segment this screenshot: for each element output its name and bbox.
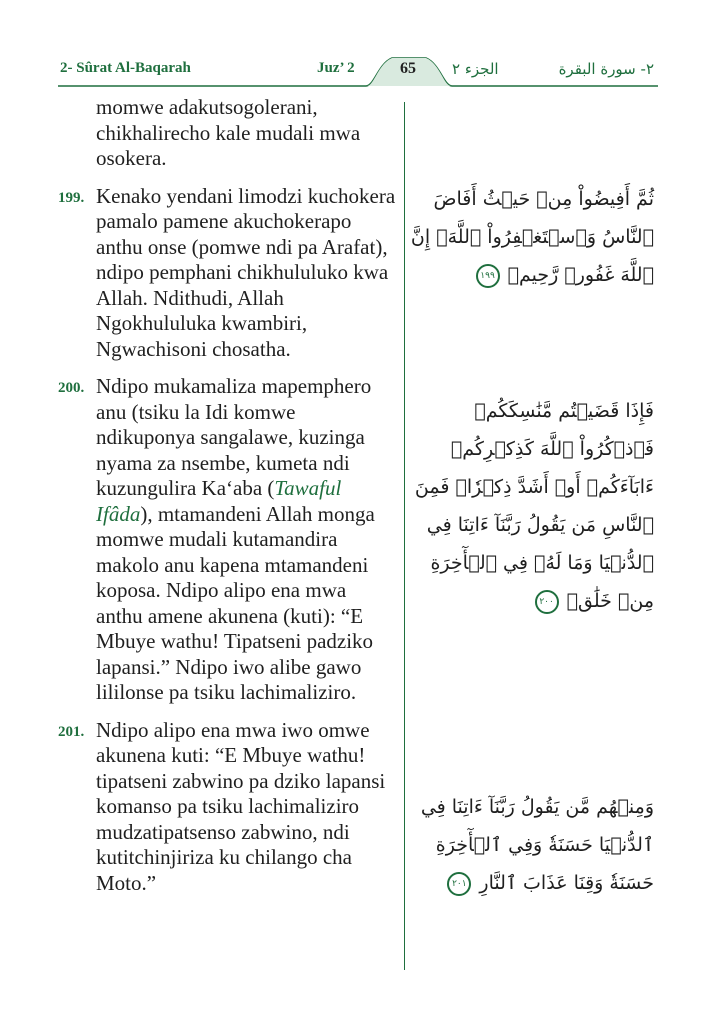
verse-200 [58, 374, 398, 706]
verse-number: 199. [58, 189, 85, 206]
juz-label-arabic: الجزء ٢ [452, 60, 499, 78]
arabic-verse-199 [394, 180, 654, 294]
verse-text-part: Ndipo mukamaliza mapemphero anu (tsiku la Idi komwe ndikuponya sangalawe, kuzinga nyama za nsembe, kumeta ndi kuzungulira Ka‘aba ( [96, 374, 372, 500]
page-header [0, 0, 716, 92]
verse-number: 200. [58, 380, 85, 396]
continuation-text: momwe adakutsogolerani, chikhalirecho kale mudali mwa osokera. [96, 95, 361, 170]
arabic-text: وَمِنۡهُم مَّن يَقُولُ رَبَّنَآ ءَاتِنَا فِي ٱلدُّنۡيَا حَسَنَةٗ وَفِي ٱلۡأٓخِرَةِ حَسَنَةٗ وَقِنَا عَذَابَ ٱلنَّارِ [420, 796, 654, 894]
arabic-verse-200 [394, 392, 654, 620]
verse-text: Kenako yendani limodzi kuchokera pamalo pamene akuchokerapo anthu onse (pomwe ndi pa Arafat), ndipo pemphani chikhululuko kwa Allah. Ndithudi, Allah Ngokhululuka kwambiri, Ngwachisoni chosatha. [96, 183, 396, 361]
term-tawaful-ifada: Tawaful Ifâda [96, 476, 342, 526]
translation-column [58, 95, 398, 908]
verse-199 [58, 184, 398, 363]
verse-text: Ndipo alipo ena mwa iwo omwe akunena kuti: “E Mbuye wathu! tipatseni zabwino pa dziko lapansi komanso pa tsiku lachimaliziro mudzatipatsenso zabwino, ndi kutitchinjiriza ku chilango cha Moto.” [96, 717, 386, 895]
verse-number: 201. [58, 723, 85, 740]
page-number: 65 [400, 60, 416, 77]
verse-201 [58, 718, 398, 897]
aya-end-marker: ٢٠١ [447, 872, 471, 896]
aya-end-marker: ٢٠٠ [535, 590, 559, 614]
verse-text [96, 374, 398, 706]
sura-title-arabic: ٢- سورة البقرة [558, 60, 654, 78]
header-rule [0, 0, 716, 92]
aya-end-marker: ١٩٩ [476, 264, 500, 288]
arabic-verse-201 [394, 788, 654, 902]
verse-text-part: ), mtamandeni Allah monga momwe mudali kutamandira makolo anu kapena mtamandeni koposa. Ndipo alipo ena mwa anthu amene akunena (kuti): “E Mbuye wathu! Tipatseni padziko lapansi.” Ndipo iwo alibe gawo lililonse pa tsiku lachimaliziro. [96, 501, 375, 704]
juz-label-latin: Juz’ 2 [317, 60, 355, 76]
sura-title-latin: 2- Sûrat Al-Baqarah [60, 60, 191, 76]
arabic-text: فَإِذَا قَضَيۡتُم مَّنَٰسِكَكُمۡ فَٱذۡكُرُواْ ٱللَّهَ كَذِكۡرِكُمۡ ءَابَآءَكُمۡ أَوۡ أَشَدَّ ذِكۡرٗاۗ فَمِنَ ٱلنَّاسِ مَن يَقُولُ رَبَّنَآ ءَاتِنَا فِي ٱلدُّنۡيَا وَمَا لَهُۥ فِي ٱلۡأٓخِرَةِ مِنۡ خَلَٰقٖ [414, 400, 654, 612]
arabic-text: ثُمَّ أَفِيضُواْ مِنۡ حَيۡثُ أَفَاضَ ٱلنَّاسُ وَٱسۡتَغۡفِرُواْ ٱللَّهَۚ إِنَّ ٱللَّهَ غَفُورٞ رَّحِيمٞ [410, 188, 654, 286]
